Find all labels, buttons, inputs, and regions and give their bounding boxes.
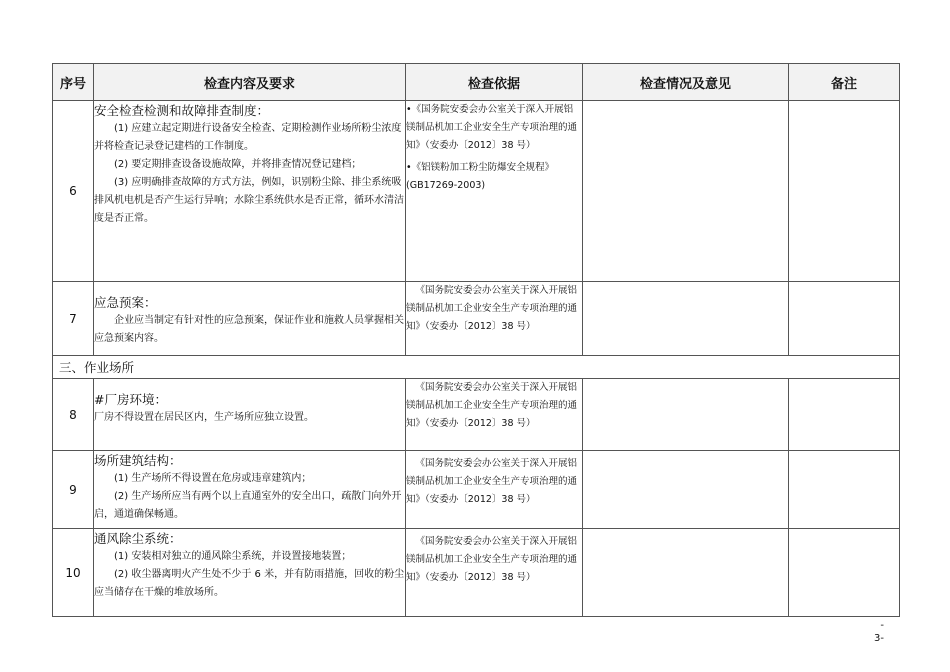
row-item: (3) 应明确排查故障的方式方法，例如，识别粉尘除、排尘系统吸排风机电机是否产生运行异响；水除尘系统供水是否正常，循环水清洁度是否正常。 [94,177,404,224]
section-row [53,356,900,379]
row-title: #厂房环境： [94,392,167,407]
section-title: 三、作业场所 [53,356,900,379]
row-content [94,379,406,451]
page-number: - 3- [874,620,884,644]
basis-line: 《国务院安委会办公室关于深入开展铝镁制品机加工企业安全生产专项治理的通知》（安委办〔2012〕38 号） [406,382,578,429]
header-remark: 备注 [789,64,900,101]
row-result[interactable] [583,282,789,356]
row-title: 场所建筑结构： [94,453,182,468]
row-title: 应急预案： [94,295,157,310]
inspection-table [52,63,900,617]
row-item: (2) 要定期排查设备设施故障，并将排查情况登记建档； [114,159,362,170]
row-item: (1) 应建立起定期进行设备安全检查、定期检测作业场所粉尘浓度并将检查记录登记建档的工作制度。 [94,123,402,152]
basis-line: •《国务院安委会办公室关于深入开展铝镁制品机加工企业安全生产专项治理的通知》（安委办〔2012〕38 号） [406,104,578,151]
row-result[interactable] [583,101,789,282]
row-content [94,529,406,617]
row-number: 10 [53,529,94,617]
table-row [53,529,900,617]
header-content: 检查内容及要求 [94,64,406,101]
basis-line: 《国务院安委会办公室关于深入开展铝镁制品机加工企业安全生产专项治理的通知》（安委办〔2012〕38 号） [406,285,578,332]
row-remark[interactable] [789,282,900,356]
row-item: 厂房不得设置在居民区内，生产场所应独立设置。 [94,412,314,423]
row-title: 安全检查检测和故障排查制度： [94,103,270,118]
header-no: 序号 [53,64,94,101]
row-basis [406,101,583,282]
header-result: 检查情况及意见 [583,64,789,101]
row-basis [406,451,583,529]
row-basis [406,379,583,451]
row-item: (2) 收尘器离明火产生处不少于 6 米，并有防雨措施，回收的粉尘应当储存在干燥的堆放场所。 [94,569,405,598]
basis-line: 《国务院安委会办公室关于深入开展铝镁制品机加工企业安全生产专项治理的通知》（安委办〔2012〕38 号） [406,536,578,583]
table-row [53,451,900,529]
header-basis: 检查依据 [406,64,583,101]
basis-line: 《国务院安委会办公室关于深入开展铝镁制品机加工企业安全生产专项治理的通知》（安委办〔2012〕38 号） [406,458,578,505]
row-number: 7 [53,282,94,356]
row-item: (1) 生产场所不得设置在危房或违章建筑内； [114,473,312,484]
row-number: 6 [53,101,94,282]
row-remark[interactable] [789,529,900,617]
row-content [94,451,406,529]
row-item: (1) 安装相对独立的通风除尘系统，并设置接地装置； [114,551,352,562]
row-item: (2) 生产场所应当有两个以上直通室外的安全出口，疏散门向外开启，通道确保畅通。 [94,491,402,520]
basis-line: •《铝镁粉加工粉尘防爆安全规程》 (GB17269-2003) [406,162,555,191]
row-basis [406,282,583,356]
row-remark[interactable] [789,379,900,451]
row-number: 9 [53,451,94,529]
table-row [53,101,900,282]
row-result[interactable] [583,451,789,529]
row-item: 企业应当制定有针对性的应急预案，保证作业和施救人员掌握相关应急预案内容。 [94,315,404,344]
table-row [53,282,900,356]
row-title: 通风除尘系统： [94,531,182,546]
row-remark[interactable] [789,451,900,529]
row-content [94,101,406,282]
row-basis [406,529,583,617]
row-number: 8 [53,379,94,451]
row-content [94,282,406,356]
row-result[interactable] [583,529,789,617]
table-row [53,379,900,451]
row-result[interactable] [583,379,789,451]
row-remark[interactable] [789,101,900,282]
table-header-row [53,64,900,101]
